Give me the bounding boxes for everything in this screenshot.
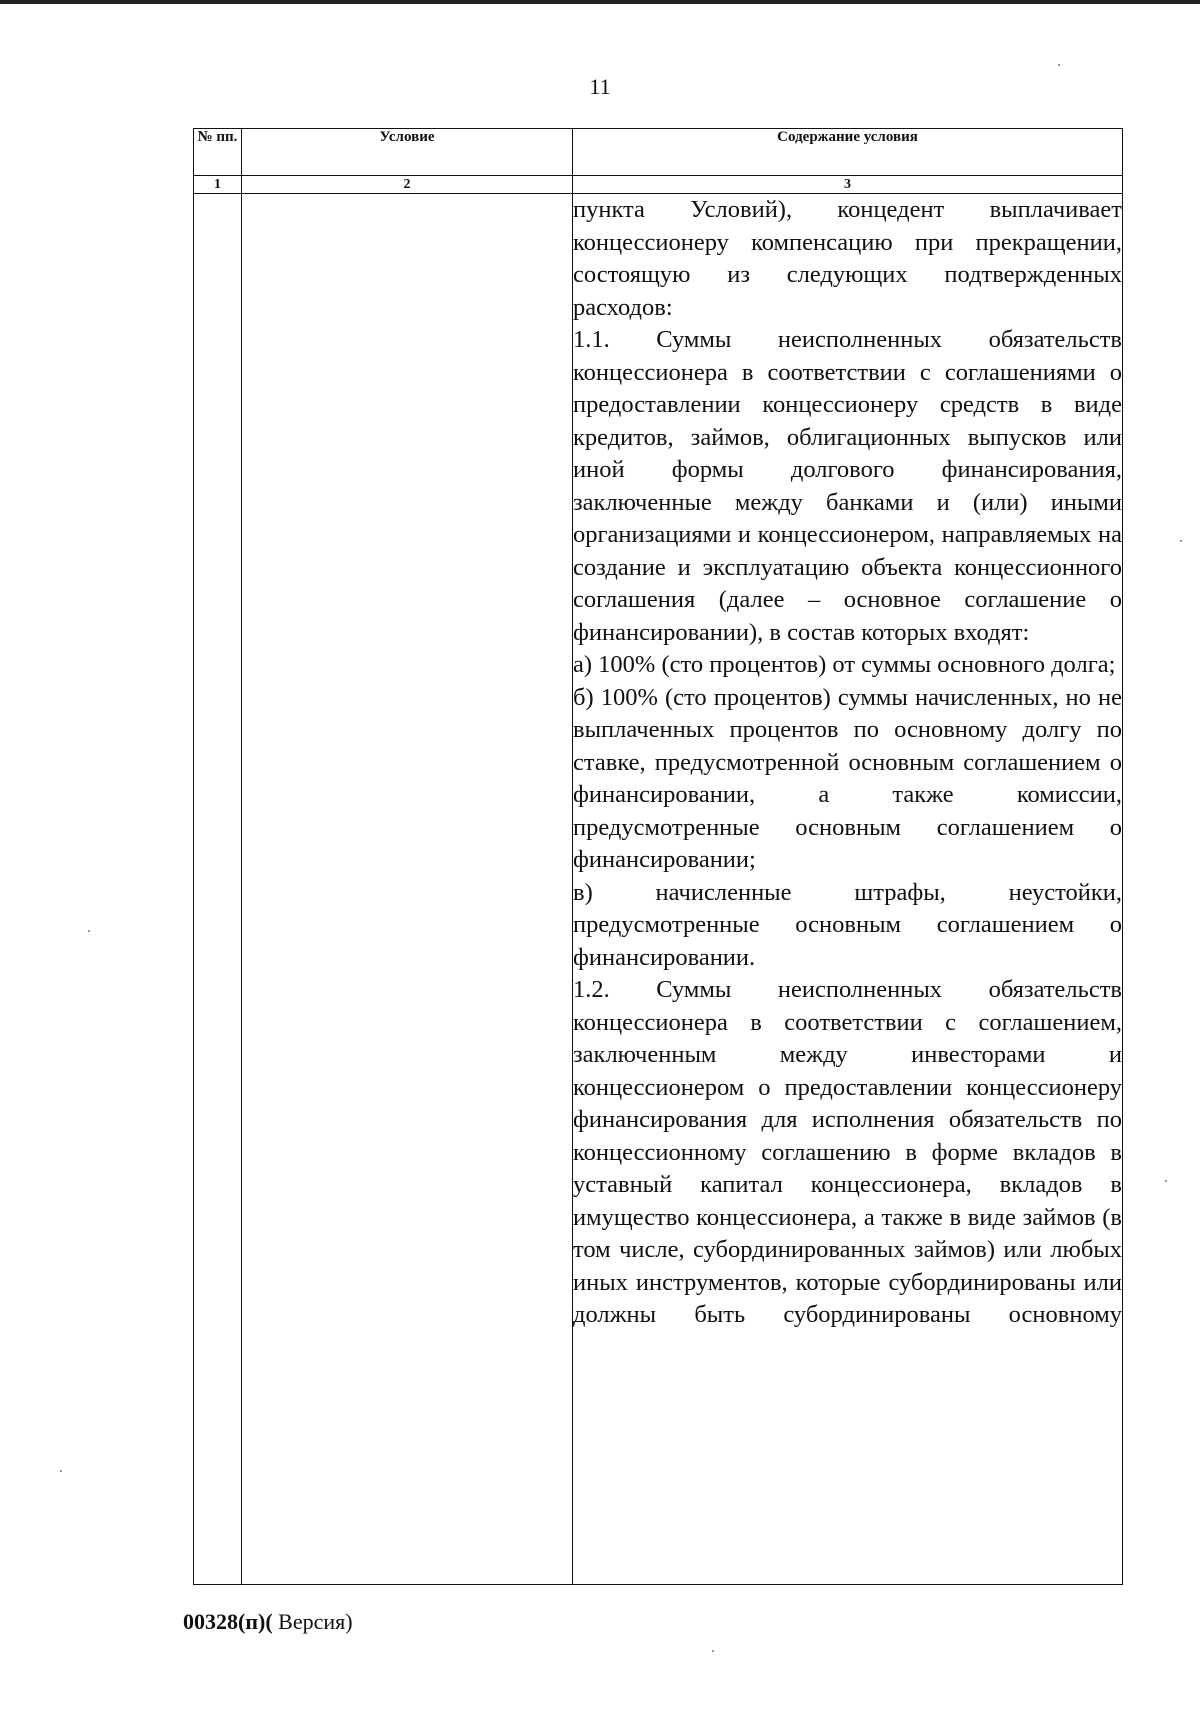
footer-version: Версия) (272, 1609, 353, 1634)
content-paragraph-1-2: 1.2. Суммы неисполненных обязательств концессионера в соответствии с соглашением, заключенным между инвесторами и концессионером о предоставлении концессионеру финансирования для исполнения обязательств по концессионному соглашению в форме вкладов в уставный капитал концессионера, вкладов в имущество концессионера, а также в виде займов (в том числе, субординированных займов) или любых иных инструментов, которые субординированы или должны быть субординированы основному (573, 976, 1122, 1328)
column-number-3: 3 (573, 176, 1123, 194)
scan-speck (712, 1650, 714, 1652)
content-paragraph-1-1: 1.1. Суммы неисполненных обязательств концессионера в соответствии с соглашениями о предоставлении концессионеру средств в виде кредитов, займов, облигационных выпусков или иной формы долгового финансирования, заключенные между банками и (или) иными организациями и концессионером, направляемых на создание и эксплуатацию объекта концессионного соглашения (далее – основное соглашение о финансировании), в состав которых входят: (573, 326, 1122, 646)
scan-speck (88, 930, 90, 932)
top-border-line (0, 0, 1200, 4)
header-condition-content: Содержание условия (573, 129, 1123, 176)
row-condition-cell (242, 194, 573, 1585)
footer-document-code: 00328(п)( (183, 1609, 273, 1634)
row-content-cell (573, 194, 1123, 1585)
table-header-row (194, 129, 1123, 176)
column-number-1: 1 (194, 176, 242, 194)
scan-speck (60, 1470, 62, 1472)
page-number: 11 (589, 74, 611, 99)
row-number-cell (194, 194, 242, 1585)
document-footer (183, 1609, 353, 1635)
header-condition: Условие (242, 129, 573, 176)
column-number-row (194, 176, 1123, 194)
scan-speck (1165, 1180, 1167, 1182)
column-number-2: 2 (242, 176, 573, 194)
header-number: № пп. (194, 129, 242, 176)
content-paragraph-intro: пункта Условий), концедент выплачивает концессионеру компенсацию при прекращении, состоящую из следующих подтвержденных расходов: (573, 196, 1122, 321)
scan-speck (1180, 540, 1182, 542)
scan-speck (1058, 64, 1060, 66)
content-paragraph-b: б) 100% (сто процентов) суммы начисленных, но не выплаченных процентов по основному долгу по ставке, предусмотренной основным соглашением о финансировании, а также комиссии, предусмотренные основным соглашением о финансировании; (573, 683, 1122, 873)
conditions-table (193, 128, 1123, 1585)
content-paragraph-v: в) начисленные штрафы, неустойки, предусмотренные основным соглашением о финансировании. (573, 878, 1122, 971)
content-paragraph-a: а) 100% (сто процентов) от суммы основного долга; (573, 651, 1116, 678)
table-row (194, 194, 1123, 1585)
